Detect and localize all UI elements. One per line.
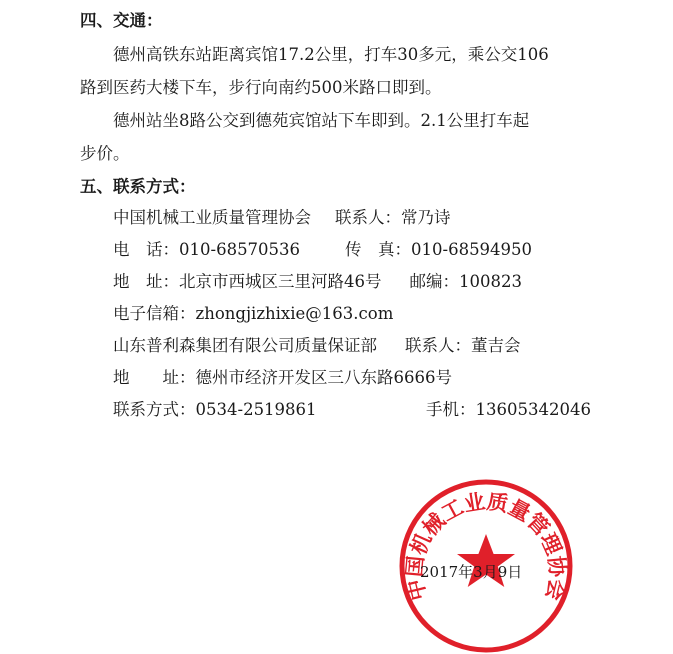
org2-phone-row [113, 399, 591, 421]
section-heading-contact: 五、联系方式： [80, 177, 196, 196]
org2-phone-label: 联系方式： [113, 400, 196, 419]
org2-mobile-label: 手机： [426, 400, 476, 419]
org2-row [113, 335, 521, 357]
org2-contact-label: 联系人： [405, 336, 471, 355]
org1-email-row [113, 303, 393, 325]
org1-postcode-label: 邮编： [409, 272, 459, 291]
section-heading-transport: 四、交通： [80, 11, 163, 30]
org1-email: zhongjizhixie@163.com [195, 304, 394, 323]
transport-line-3: 德州站坐8路公交到德苑宾馆站下车即到。2.1公里打车起 [113, 111, 530, 130]
org2-name: 山东普利森集团有限公司质量保证部 [113, 336, 377, 355]
org1-postcode: 100823 [459, 272, 522, 291]
org1-fax-label: 传 真： [345, 240, 411, 259]
org1-fax: 010-68594950 [411, 240, 533, 259]
org1-address-row [113, 271, 522, 293]
org1-contact-label: 联系人： [335, 208, 401, 227]
org1-phone: 010-68570536 [179, 240, 301, 259]
org1-name: 中国机械工业质量管理协会 [113, 208, 311, 227]
transport-line-2: 路到医药大楼下车，步行向南约500米路口即到。 [80, 78, 442, 97]
org2-address: 德州市经济开发区三八东路6666号 [195, 368, 452, 387]
org1-email-label: 电子信箱： [113, 304, 196, 323]
org2-address-row [113, 367, 452, 389]
org1-row [113, 207, 451, 229]
org2-address-label: 地 址： [113, 368, 196, 387]
org1-contact-name: 常乃诗 [401, 208, 451, 227]
org1-address: 北京市西城区三里河路46号 [179, 272, 382, 291]
org1-phone-row [113, 239, 532, 261]
transport-line-1: 德州高铁东站距离宾馆17.2公里，打车30多元，乘公交106 [113, 45, 549, 64]
org2-mobile: 13605342046 [475, 400, 591, 419]
org1-address-label: 地 址： [113, 272, 179, 291]
transport-line-4: 步价。 [80, 144, 130, 163]
seal-text: 中国机械工业质量管理协会 [401, 488, 571, 603]
org1-phone-label: 电 话： [113, 240, 179, 259]
org2-contact-name: 董吉会 [471, 336, 521, 355]
org2-phone: 0534-2519861 [195, 400, 317, 419]
issue-date: 2017年3月9日 [420, 563, 523, 581]
